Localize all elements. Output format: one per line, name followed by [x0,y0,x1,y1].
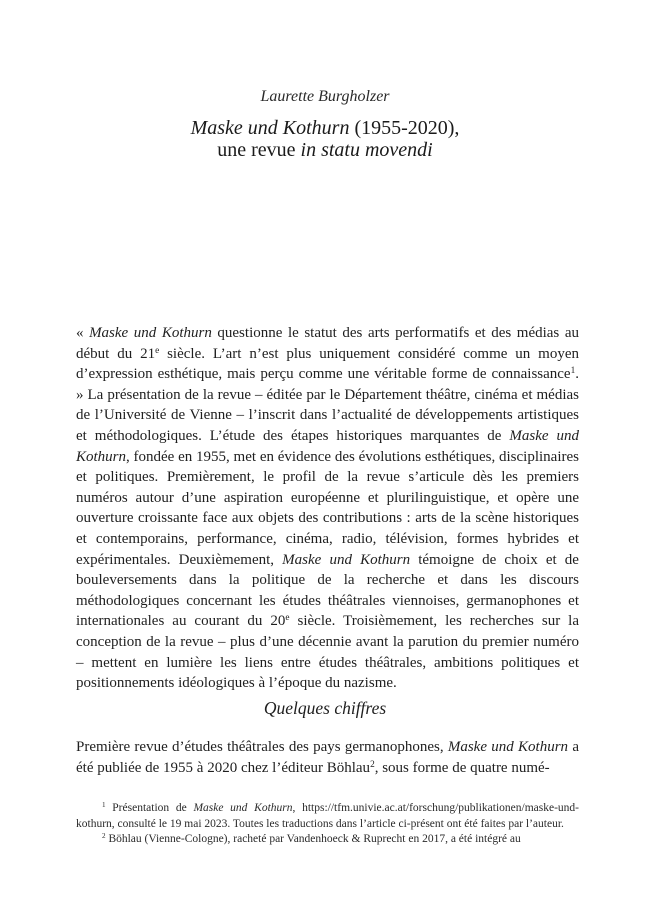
footnote-text: Présentation de [105,802,194,814]
subtitle-italic: in statu movendi [300,139,433,161]
superscript: e [155,345,160,356]
journal-name: Maske und Kothurn [282,551,411,568]
abstract-text: siècle. Troisièmement, les recherches sur la conception de la revue – plus d’une décennie avant la parution du premier numéro – mettent en lumière les liens entre études théâtrales, ambitions politiques et positionnements idéologiques à l’époque du nazisme. [76,613,580,692]
article-title [0,117,650,161]
subtitle-text: une revue [217,139,301,161]
author-name: Laurette Burgholzer [260,88,390,105]
footnote-number: 1 [102,801,106,810]
section-paragraph [76,737,579,778]
abstract-paragraph [76,323,579,694]
footnote-1 [76,801,579,832]
abstract-text: témoigne de choix et de bouleversements dans la politique de la recherche et dans les discours méthodologiques concernant les études théâtrales viennoises, germanophones et internationales au courant du 20 [76,551,579,630]
abstract-text: siècle. L’art n’est plus uniquement considéré comme un moyen d’expression esthétique, mais perçu comme une véritable forme de connaissance [76,345,579,383]
abstract-text: questionne le statut des arts performatifs et des médias au début du 21 [76,325,579,362]
section-text: a été publiée de 1955 à 2020 chez l’éditeur Böhlau [76,739,579,776]
title-line-1 [0,117,650,139]
footnote-text: Böhlau (Vienne-Cologne), racheté par Vandenhoeck & Ruprecht en 2017, a été intégré au [105,833,521,846]
footnote-text: , https://tfm.univie.ac.at/forschung/publikationen/maske-und-kothurn, consulté le 19 mai 2023. Toutes les traductions dans l’article ci-présent ont été faites par l’auteur. [76,802,579,830]
abstract-text: , fondée en 1955, met en évidence des évolutions esthétiques, disciplinaires et politiques. Premièrement, le profil de la revue s’articule dès les premiers numéros autour d’une aspiration européenne et plurilinguistique, et opère une ouverture croissante face aux objets des contributions : arts de la scène historiques et contemporains, performance, cinéma, radio, télévision, formes hybrides et expérimentales. Deuxièmement, [76,448,579,568]
journal-name: Maske und Kothurn [447,739,569,755]
title-years: (1955-2020), [349,117,460,139]
footnote-2 [76,832,579,848]
section-text: , sous forme de quatre numé- [374,759,550,776]
journal-name: Maske und Kothurn [76,427,579,465]
title-line-2 [0,139,650,161]
abstract-text: . » La présentation de la revue – éditée par le Département théâtre, cinéma et médias de l’Université de Vienne – l’inscrit dans l’actualité de développements artistiques et méthodologiques. L’étude des étapes historiques marquantes de [76,366,579,444]
footnote-number: 2 [102,832,106,841]
superscript: e [285,613,290,624]
footnotes [76,801,579,848]
footnote-ref-1[interactable]: 1 [570,366,576,377]
section-heading: Quelques chiffres [263,698,387,718]
journal-name: Maske und Kothurn [190,117,350,139]
footnote-ref-2[interactable]: 2 [370,759,375,770]
journal-name: Maske und Kothurn [193,802,293,814]
abstract-text: « [76,325,90,341]
journal-name: Maske und Kothurn [89,325,212,341]
section-text: Première revue d’études théâtrales des pays germanophones, [76,739,448,755]
